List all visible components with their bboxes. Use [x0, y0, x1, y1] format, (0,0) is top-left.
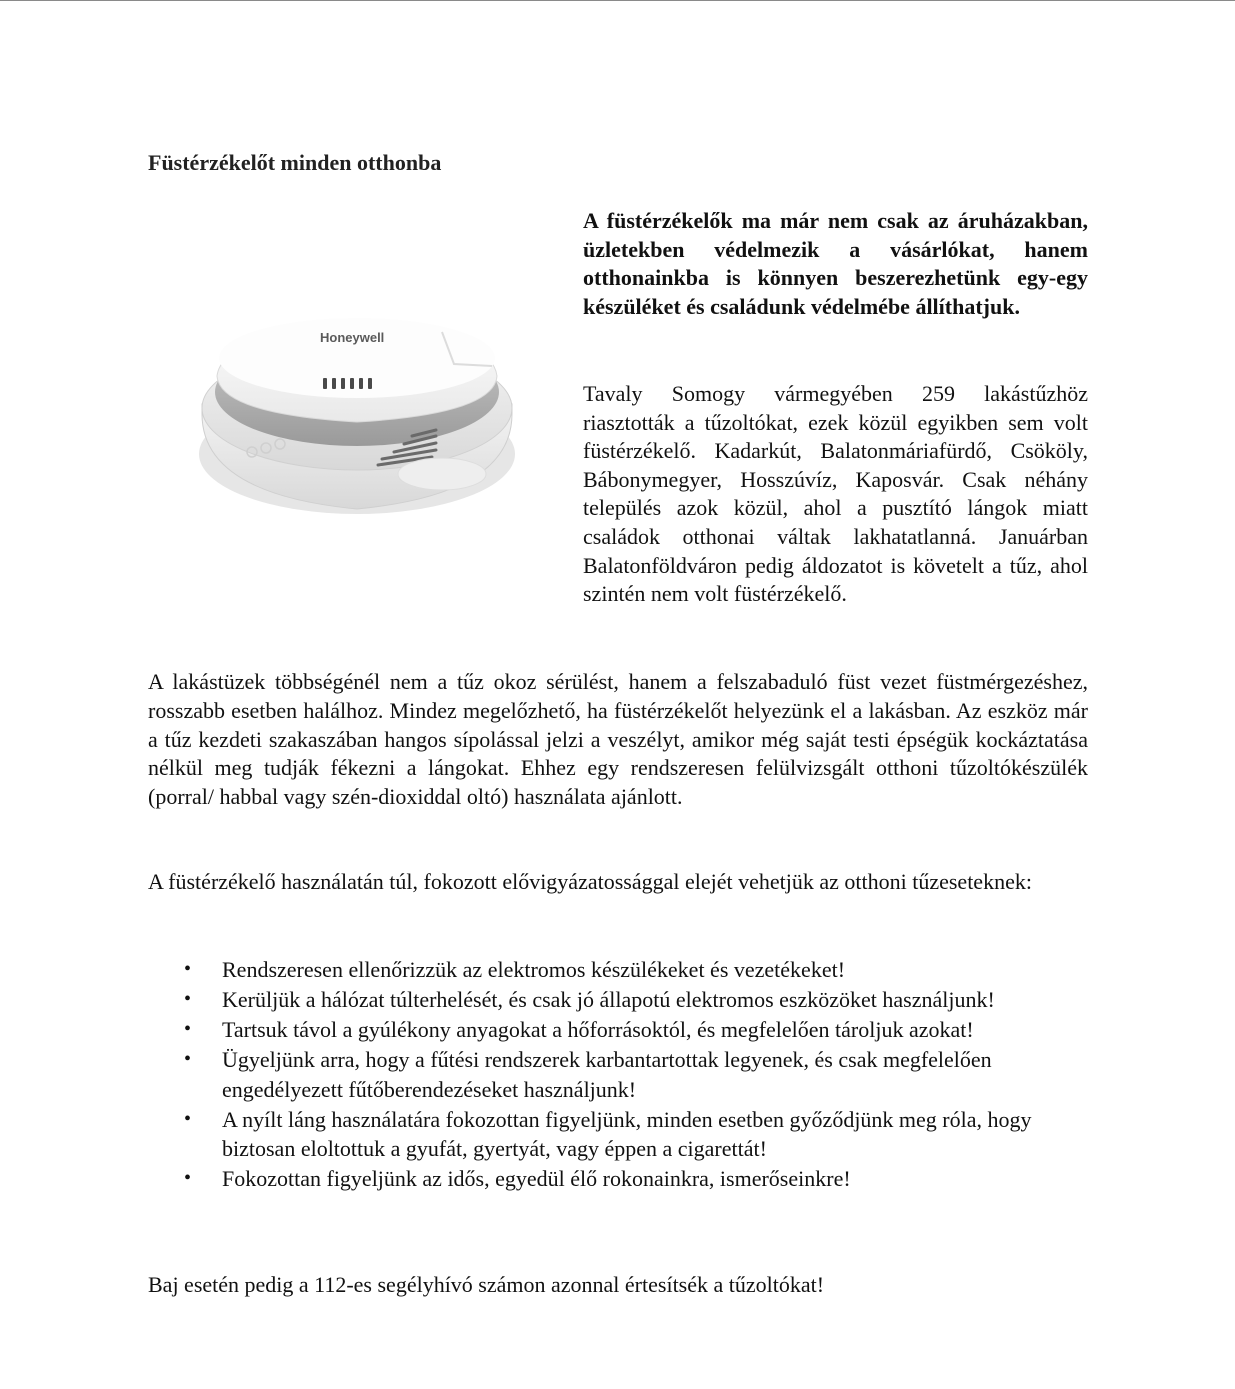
smoke-detector-image: [192, 304, 522, 519]
bullet-icon: •: [184, 1107, 192, 1130]
list-item-text: A nyílt láng használatára fokozottan figyeljünk, minden esetben győződjünk meg róla, hogy biztosan eloltottuk a gyufát, gyertyát, vagy éppen a cigarettát!: [222, 1106, 1032, 1162]
bullet-icon: •: [184, 1048, 192, 1071]
closing-paragraph: Baj esetén pedig a 112-es segélyhívó számon azonnal értesítsék a tűzoltókat!: [148, 1272, 825, 1297]
body-paragraph-1: A lakástüzek többségénél nem a tűz okoz sérülést, hanem a felszabaduló füst vezet füstmérgezéshez, rosszabb esetben halálhoz. Mindez megelőzhető, ha füstérzékelőt helyezünk el a lakásban. Az eszköz már a tűz kezdeti szakaszában hangos sípolással jelzi a veszélyt, amikor még saját testi épségük kockáztatása nélkül meg tudják fékezni a lángokat. Ehhez egy rendszeresen felülvizsgált otthoni tűzoltókészülék (porral/ habbal vagy szén-dioxiddal oltó) használata ajánlott.: [148, 669, 1088, 810]
top-border-line: [0, 0, 1235, 1]
list-item-text: Fokozottan figyeljünk az idős, egyedül élő rokonainkra, ismerőseinkre!: [222, 1166, 851, 1192]
list-item: [148, 1045, 1088, 1104]
list-item-text: Tartsuk távol a gyúlékony anyagokat a hőforrásoktól, és megfelelően tároljuk azokat!: [222, 1017, 974, 1043]
list-item: [148, 985, 1088, 1015]
lead-paragraph: A füstérzékelők ma már nem csak az áruházakban, üzletekben védelmezik a vásárlókat, hanem otthonainkba is könnyen beszerezhetünk egy-egy készüléket és családunk védelmébe állíthatjuk.: [583, 208, 1088, 319]
bullet-icon: •: [184, 1018, 192, 1041]
body-paragraph-2: A füstérzékelő használatán túl, fokozott elővigyázatossággal elejét vehetjük az otthoni tűzeseteknek:: [148, 869, 1032, 894]
list-item: [148, 1105, 1088, 1164]
bullet-icon: •: [184, 988, 192, 1011]
list-item: [148, 1015, 1088, 1045]
bullet-icon: •: [184, 1167, 192, 1190]
list-item-text: Ügyeljünk arra, hogy a fűtési rendszerek karbantartottak legyenek, és csak megfelelően engedélyezett fűtőberendezéseket használjunk!: [222, 1047, 992, 1102]
list-item: [148, 1164, 1088, 1194]
list-item: [148, 955, 1088, 985]
safety-tips-list: [148, 955, 1088, 1195]
list-item-text: Rendszeresen ellenőrizzük az elektromos készülékeket és vezetékeket!: [222, 957, 846, 982]
intro-paragraph: Tavaly Somogy vármegyében 259 lakástűzhöz riasztották a tűzoltókat, ezek közül egyikben sem volt füstérzékelő. Kadarkút, Balatonmáriafürdő, Csököly, Bábonymegyer, Hosszúvíz, Kaposvár. Csak néhány település azok közül, ahol a pusztító lángok miatt családok otthonai váltak lakhatatlanná. Januárban Balatonföldváron pedig áldozatot is követelt a tűz, ahol szintén nem volt füstérzékelő.: [583, 381, 1088, 607]
brand-logo: Honeywell: [320, 330, 385, 345]
smoke-detector-illustration: [192, 304, 522, 519]
list-item-text: Kerüljük a hálózat túlterhelését, és csak jó állapotú elektromos eszközöket használjunk!: [222, 987, 995, 1013]
bullet-icon: •: [184, 958, 192, 980]
page-title: Füstérzékelőt minden otthonba: [148, 150, 442, 175]
